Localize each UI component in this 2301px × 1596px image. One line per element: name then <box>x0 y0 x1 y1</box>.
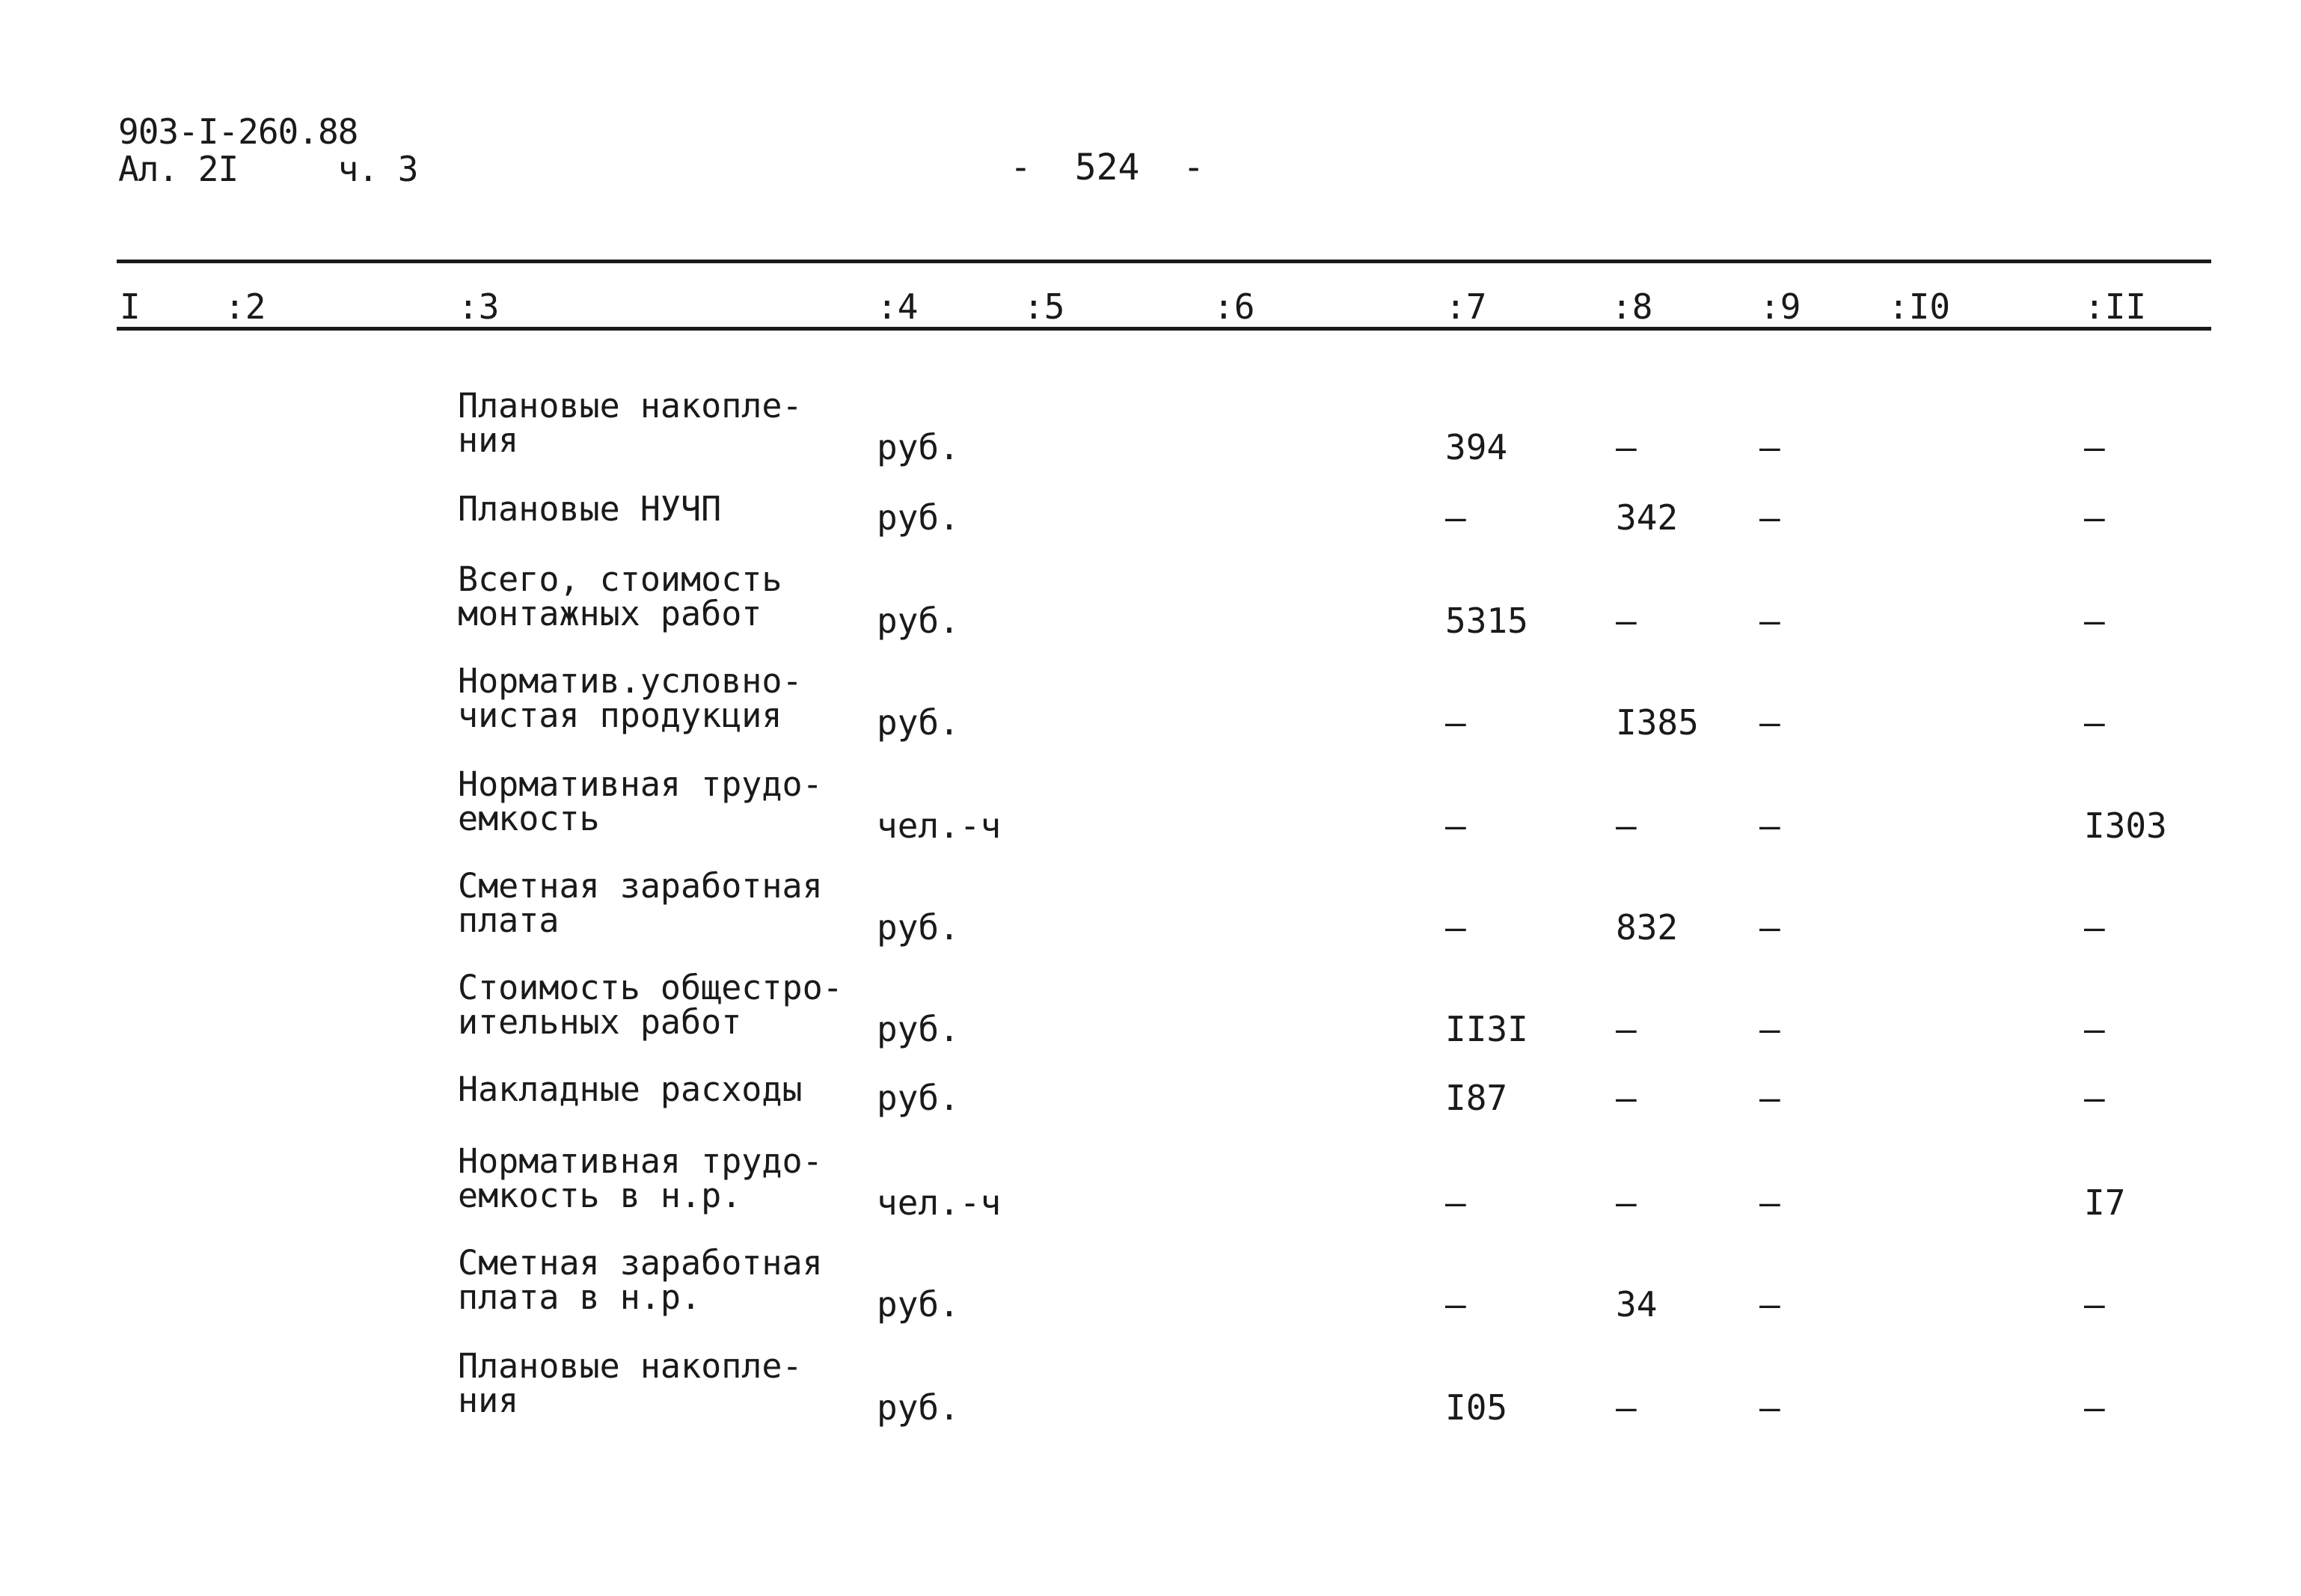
value-cell-c8: 342 <box>1616 497 1679 538</box>
value-cell-c7: – <box>1445 805 1466 846</box>
value-cell-c8: – <box>1616 1387 1637 1428</box>
value-cell-c9: – <box>1759 427 1780 467</box>
value-cell-c7: 5315 <box>1445 601 1528 641</box>
value-cell-c11: I7 <box>2084 1182 2126 1223</box>
column-header-2: :2 <box>224 286 266 327</box>
value-cell-c9: – <box>1759 907 1780 948</box>
value-cell-c9: – <box>1759 805 1780 846</box>
value-cell-c7: – <box>1445 702 1466 743</box>
value-cell-c8: I385 <box>1616 702 1699 743</box>
unit-cell: руб. <box>877 907 960 948</box>
row-label: Сметная заработная плата <box>458 866 823 940</box>
value-cell-c7: – <box>1445 907 1466 948</box>
value-cell-c9: – <box>1759 1284 1780 1325</box>
value-cell-c8: – <box>1616 601 1637 641</box>
unit-cell: руб. <box>877 1387 960 1428</box>
row-label: Всего, стоимость монтажных работ <box>458 559 782 633</box>
row-label: Плановые накопле- ния <box>458 1346 803 1420</box>
value-cell-c8: – <box>1616 427 1637 467</box>
table-row <box>0 661 2301 743</box>
column-header-9: :9 <box>1759 286 1801 327</box>
sheet-reference: Ал. 2I ч. 3 <box>118 149 418 189</box>
value-cell-c11: – <box>2084 497 2105 538</box>
page-number: - 524 - <box>1010 147 1205 188</box>
value-cell-c7: II3I <box>1445 1009 1528 1049</box>
table-row <box>0 1069 2301 1118</box>
value-cell-c11: – <box>2084 1284 2105 1325</box>
value-cell-c8: 832 <box>1616 907 1679 948</box>
column-header-6: :6 <box>1213 286 1255 327</box>
value-cell-c9: – <box>1759 1009 1780 1049</box>
value-cell-c11: – <box>2084 601 2105 641</box>
column-header-8: :8 <box>1611 286 1653 327</box>
table-row <box>0 1346 2301 1428</box>
value-cell-c9: – <box>1759 497 1780 538</box>
unit-cell: руб. <box>877 497 960 538</box>
unit-cell: руб. <box>877 1284 960 1325</box>
table-row <box>0 386 2301 467</box>
row-label: Нормативная трудо- емкость в н.р. <box>458 1141 823 1215</box>
value-cell-c9: – <box>1759 1078 1780 1118</box>
row-label: Норматив.условно- чистая продукция <box>458 661 803 735</box>
value-cell-c7: – <box>1445 1182 1466 1223</box>
value-cell-c11: – <box>2084 1009 2105 1049</box>
column-header-7: :7 <box>1445 286 1487 327</box>
value-cell-c11: – <box>2084 1387 2105 1428</box>
column-header-3: :3 <box>458 286 500 327</box>
value-cell-c8: – <box>1616 1009 1637 1049</box>
value-cell-c11: – <box>2084 702 2105 743</box>
value-cell-c8: – <box>1616 1182 1637 1223</box>
value-cell-c9: – <box>1759 1182 1780 1223</box>
table-row <box>0 489 2301 538</box>
unit-cell: чел.-ч <box>877 1182 1002 1223</box>
table-row <box>0 1141 2301 1223</box>
column-header-1: I <box>120 286 141 327</box>
table-row <box>0 559 2301 641</box>
value-cell-c8: – <box>1616 1078 1637 1118</box>
value-cell-c9: – <box>1759 702 1780 743</box>
row-label: Накладные расходы <box>458 1069 803 1109</box>
row-label: Плановые НУЧП <box>458 489 722 529</box>
table-row <box>0 1243 2301 1325</box>
row-label: Плановые накопле- ния <box>458 386 803 460</box>
value-cell-c8: – <box>1616 805 1637 846</box>
row-label: Сметная заработная плата в н.р. <box>458 1243 823 1317</box>
unit-cell: руб. <box>877 601 960 641</box>
unit-cell: руб. <box>877 1078 960 1118</box>
table-row <box>0 764 2301 846</box>
table-row <box>0 968 2301 1049</box>
value-cell-c7: I87 <box>1445 1078 1508 1118</box>
value-cell-c11: – <box>2084 907 2105 948</box>
value-cell-c11: – <box>2084 427 2105 467</box>
value-cell-c7: 394 <box>1445 427 1508 467</box>
unit-cell: руб. <box>877 427 960 467</box>
table-top-rule <box>117 260 2211 263</box>
value-cell-c7: I05 <box>1445 1387 1508 1428</box>
value-cell-c8: 34 <box>1616 1284 1658 1325</box>
row-label: Стоимость общестро- ительных работ <box>458 968 843 1042</box>
unit-cell: чел.-ч <box>877 805 1002 846</box>
column-header-11: :II <box>2084 286 2147 327</box>
value-cell-c11: I303 <box>2084 805 2167 846</box>
value-cell-c9: – <box>1759 1387 1780 1428</box>
unit-cell: руб. <box>877 1009 960 1049</box>
value-cell-c7: – <box>1445 497 1466 538</box>
document-code: 903-I-260.88 <box>118 111 358 152</box>
value-cell-c7: – <box>1445 1284 1466 1325</box>
value-cell-c9: – <box>1759 601 1780 641</box>
table-header-rule <box>117 327 2211 331</box>
unit-cell: руб. <box>877 702 960 743</box>
column-header-10: :I0 <box>1888 286 1951 327</box>
value-cell-c11: – <box>2084 1078 2105 1118</box>
table-row <box>0 866 2301 948</box>
column-header-4: :4 <box>877 286 919 327</box>
column-header-5: :5 <box>1023 286 1065 327</box>
row-label: Нормативная трудо- емкость <box>458 764 823 838</box>
